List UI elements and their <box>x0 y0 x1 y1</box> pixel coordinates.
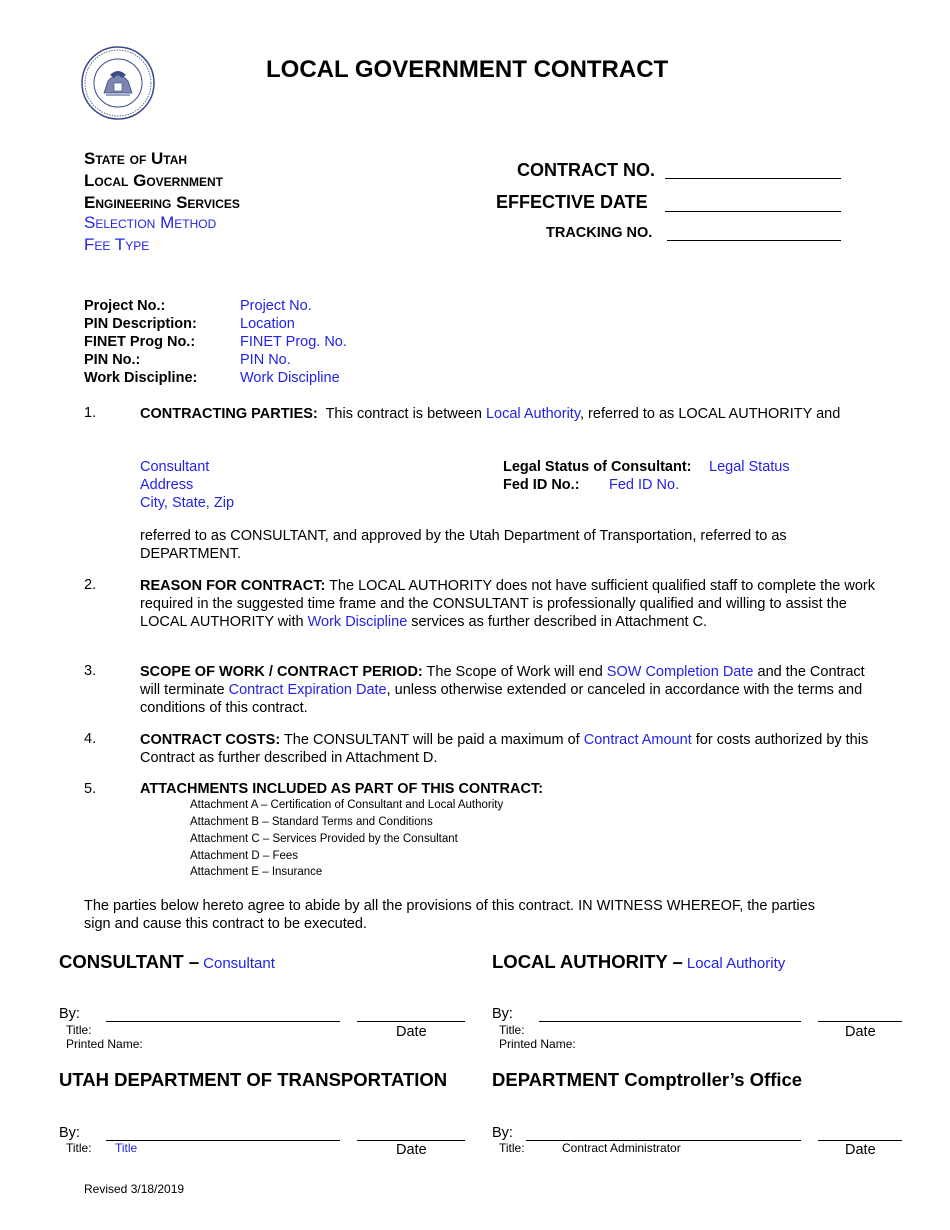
agency-line-3: Engineering Services <box>84 193 240 212</box>
sow-completion-date-field[interactable]: SOW Completion Date <box>606 664 754 680</box>
finet-prog-label: FINET Prog No.: <box>84 334 196 350</box>
revision-footer: Revised 3/18/2019 <box>84 1182 185 1196</box>
section-3-heading: SCOPE OF WORK / CONTRACT PERIOD: <box>140 664 423 680</box>
consultant-signature-heading: CONSULTANT – Consultant <box>59 951 275 972</box>
project-no-label: Project No.: <box>84 298 166 314</box>
udot-title-value[interactable]: Title <box>115 1141 138 1155</box>
tracking-no-input[interactable] <box>667 240 841 241</box>
udot-date-line[interactable] <box>357 1140 465 1141</box>
pin-no-label: PIN No.: <box>84 352 141 368</box>
section-1-closing: referred to as CONSULTANT, and approved by the Utah Department of Transportation, referred to as DEPARTMENT. <box>140 528 787 562</box>
work-discipline-label: Work Discipline: <box>84 370 198 386</box>
state-seal <box>80 45 156 121</box>
agency-line-2: Local Government <box>84 171 223 190</box>
tracking-no-label: TRACKING NO. <box>546 225 653 241</box>
fed-id-value[interactable]: Fed ID No. <box>609 477 680 493</box>
udot-date-label: Date <box>396 1142 427 1158</box>
legal-status-value[interactable]: Legal Status <box>709 459 790 475</box>
comptroller-date-label: Date <box>845 1142 876 1158</box>
attachment-c: Attachment C – Services Provided by the Consultant <box>190 833 458 845</box>
consultant-date-line[interactable] <box>357 1021 465 1022</box>
section-5-number: 5. <box>84 781 97 797</box>
work-discipline-value[interactable]: Work Discipline <box>240 370 340 386</box>
section-1-heading: CONTRACTING PARTIES: <box>140 406 318 422</box>
udot-signature-line[interactable] <box>106 1140 340 1141</box>
udot-title-label: Title: <box>66 1141 92 1155</box>
consultant-printed-name-label: Printed Name: <box>66 1037 143 1051</box>
effective-date-label: EFFECTIVE DATE <box>496 192 648 212</box>
local-by-label: By: <box>492 1006 513 1022</box>
consultant-by-label: By: <box>59 1006 80 1022</box>
comptroller-title-value: Contract Administrator <box>562 1141 681 1155</box>
selection-method-field[interactable]: Selection Method <box>84 213 217 232</box>
contract-amount-field[interactable]: Contract Amount <box>583 732 692 748</box>
local-authority-field[interactable]: Local Authority <box>485 406 580 422</box>
section-1-text: CONTRACTING PARTIES: This contract is between Local Authority, referred to as LOCAL AUTHORITY and <box>140 406 841 422</box>
contract-expiration-date-field[interactable]: Contract Expiration Date <box>228 682 387 698</box>
comptroller-signature-heading: DEPARTMENT Comptroller’s Office <box>492 1069 803 1090</box>
consultant-city-field[interactable]: City, State, Zip <box>140 495 235 511</box>
section-3-text: SCOPE OF WORK / CONTRACT PERIOD: The Scope of Work will end SOW Completion Date and the Contract will terminate Contract Expiration Date, unless otherwise extended or canceled in accordance with the terms and conditions of this contract. <box>140 664 865 716</box>
work-discipline-inline[interactable]: Work Discipline <box>307 614 408 630</box>
local-printed-name-label: Printed Name: <box>499 1037 576 1051</box>
local-authority-signature-heading: LOCAL AUTHORITY – Local Authority <box>492 951 786 972</box>
contract-no-label: CONTRACT NO. <box>517 160 655 180</box>
effective-date-input[interactable] <box>665 211 841 212</box>
attachment-d: Attachment D – Fees <box>190 850 299 862</box>
udot-signature-heading: UTAH DEPARTMENT OF TRANSPORTATION <box>59 1069 448 1090</box>
fee-type-field[interactable]: Fee Type <box>84 235 150 254</box>
pin-description-value[interactable]: Location <box>240 316 295 332</box>
consultant-address-field[interactable]: Address <box>140 477 194 493</box>
section-4-text: CONTRACT COSTS: The CONSULTANT will be paid a maximum of Contract Amount for costs authorized by this Contract as further described in Attachment D. <box>140 732 869 766</box>
section-4-heading: CONTRACT COSTS: <box>140 732 281 748</box>
document-title: LOCAL GOVERNMENT CONTRACT <box>266 56 669 83</box>
agency-line-1: State of Utah <box>84 149 188 168</box>
local-date-line[interactable] <box>818 1021 902 1022</box>
section-5-heading: ATTACHMENTS INCLUDED AS PART OF THIS CONTRACT: <box>140 781 544 797</box>
attachment-a: Attachment A – Certification of Consultant and Local Authority <box>190 799 504 811</box>
local-signature-line[interactable] <box>539 1021 801 1022</box>
section-2-heading: REASON FOR CONTRACT: <box>140 578 326 594</box>
section-3-number: 3. <box>84 663 97 679</box>
finet-prog-value[interactable]: FINET Prog. No. <box>240 334 347 350</box>
section-4-number: 4. <box>84 731 97 747</box>
consultant-signature-name[interactable]: Consultant <box>203 955 275 972</box>
consultant-signature-line[interactable] <box>106 1021 340 1022</box>
comptroller-title-label: Title: <box>499 1141 525 1155</box>
project-no-value[interactable]: Project No. <box>240 298 312 314</box>
attachment-e: Attachment E – Insurance <box>190 866 323 878</box>
comptroller-by-label: By: <box>492 1125 513 1141</box>
section-2-number: 2. <box>84 577 97 593</box>
pin-no-value[interactable]: PIN No. <box>240 352 291 368</box>
local-authority-signature-name[interactable]: Local Authority <box>686 955 786 972</box>
comptroller-date-line[interactable] <box>818 1140 902 1141</box>
witness-statement: The parties below hereto agree to abide by all the provisions of this contract. IN WITNESS WHEREOF, the parties sign and cause this contract to be executed. <box>84 898 815 932</box>
section-2-text: REASON FOR CONTRACT: The LOCAL AUTHORITY does not have sufficient qualified staff to complete the work required in the suggested time frame and the CONSULTANT is professionally qualified and willing to assist the LOCAL AUTHORITY with Work Discipline services as further described in Attachment C. <box>140 578 875 630</box>
consultant-name-field[interactable]: Consultant <box>140 459 210 475</box>
fed-id-label: Fed ID No.: <box>503 477 580 493</box>
local-title-label: Title: <box>499 1023 525 1037</box>
contract-no-input[interactable] <box>665 178 841 179</box>
legal-status-label: Legal Status of Consultant: <box>503 459 692 475</box>
pin-description-label: PIN Description: <box>84 316 197 332</box>
section-1-number: 1. <box>84 405 97 421</box>
attachment-b: Attachment B – Standard Terms and Conditions <box>190 816 433 828</box>
consultant-date-label: Date <box>396 1024 427 1040</box>
udot-by-label: By: <box>59 1125 80 1141</box>
local-date-label: Date <box>845 1024 876 1040</box>
consultant-title-label: Title: <box>66 1023 92 1037</box>
